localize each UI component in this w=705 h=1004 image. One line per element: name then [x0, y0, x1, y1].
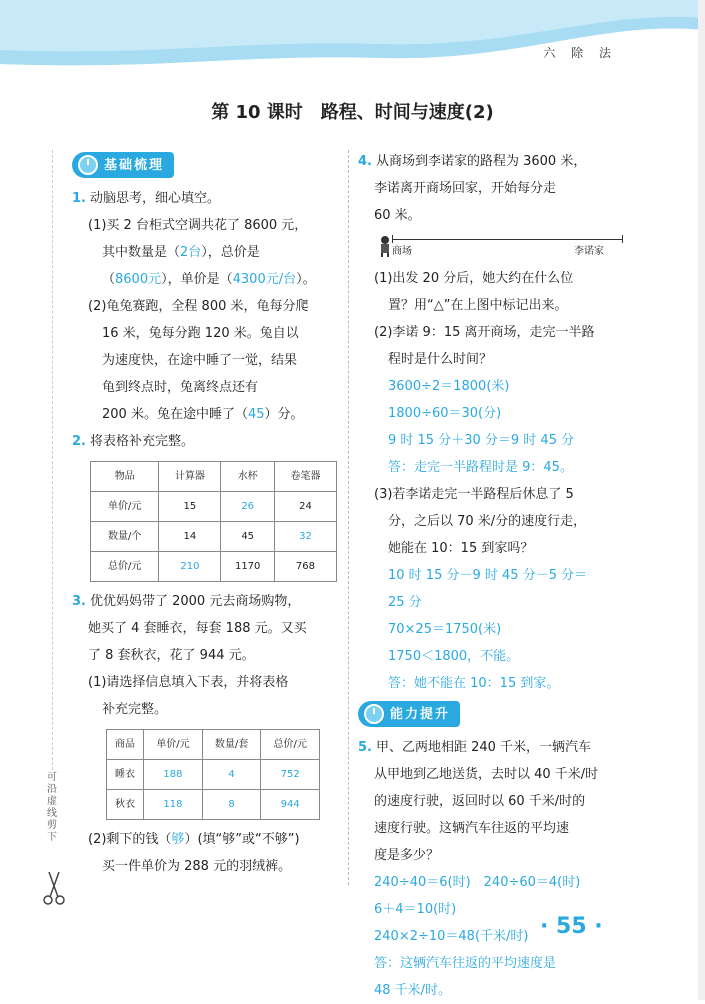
- question-3: 3. 优优妈妈带了 2000 元去商场购物， 她买了 4 套睡衣，每套 188 元。又买 了 8 套秋衣，花了 944 元。 (1)请选择信息填入下表，并将表格 补充完整。 商品 单价/元 数量/套 总价/元 睡衣 188 4 752 秋衣 118 8 944 (2)剩下的钱（够）(填“够”或“不够”) 买一件单价为 288 元的羽绒裤。: [72, 588, 344, 880]
- chapter-label: 六 除 法: [543, 46, 617, 60]
- page-edge: [698, 0, 705, 1000]
- answer-line: 6＋4＝10(时): [374, 902, 457, 917]
- scissors-icon: [42, 870, 66, 906]
- answer-line: 答：这辆汽车往返的平均速度是: [374, 956, 557, 971]
- route-diagram: [378, 231, 630, 265]
- girl-icon: [378, 235, 392, 257]
- question-1: 1. 动脑思考，细心填空。 (1)买 2 台柜式空调共花了 8600 元， 其中数量是（2台），总价是 （8600元），单价是（4300元/台）。 (2)龟兔赛跑，全程 800 米，龟每分爬 16 米，兔每分跑 120 米。兔自以 为速度快，在途中睡了一觉，结果 龟到终点时，兔离终点还有 200 米。兔在途中睡了（45）分。: [72, 191, 316, 422]
- question-4: 4. 从商场到李诺家的路程为 3600 米， 李诺离开商场回家，开始每分走 60 米。 商场 李诺家 (1)出发 20 分后，她大约在什么位 置？用“△”在上图中标记出来。 (2)李诺 9：15 离开商场，走完一半路 程时是什么时间？ 3600÷2＝1800(米) 1800÷60＝30(分) 9 时 15 分＋30 分＝9 时 45 分 答：走完一半路程时是 9：45。 (3)若李诺走完一半路程后休息了 5 分，之后以 70 米/分的速度行走， 她能在 10：15 到家吗？ 10 时 15 分－9 时 45 分－5 分＝ 25 分 70×25＝1750(米) 1750＜1800，不能。 答：她不能在 10：15 到家。: [358, 148, 630, 697]
- answer-line: 70×25＝1750(米): [388, 622, 502, 637]
- header-wave: [0, 0, 705, 80]
- right-column: [358, 148, 630, 1004]
- answer: 8600元: [115, 272, 162, 287]
- price-table: 物品 计算器 水杯 卷笔器 单价/元 15 26 24 数量/个 14 45 32 总价/元 210 1170 768: [90, 461, 337, 582]
- page-number: · 55 ·: [540, 914, 603, 939]
- answer-line: 9 时 15 分＋30 分＝9 时 45 分: [388, 433, 575, 448]
- answer: 够: [171, 832, 185, 847]
- answer-line: 1750＜1800，不能。: [388, 649, 520, 664]
- section-badge-advanced: 能力提升: [358, 701, 460, 727]
- question-5: 5. 甲、乙两地相距 240 千米，一辆汽车 从甲地到乙地送货，去时以 40 千米/时 的速度行驶，返回时以 60 千米/时的 速度行驶。这辆汽车往返的平均速 度是多少？ 240÷40＝6(时) 240÷60＝4(时) 6＋4＝10(时) 240×2÷10＝48(千米/时) 答：这辆汽车往返的平均速度是 48 千米/时。: [358, 734, 630, 1004]
- answer-line: 答：走完一半路程时是 9：45。: [388, 460, 573, 475]
- answer: 2台: [180, 245, 202, 260]
- answer-line: 10 时 15 分－9 时 45 分－5 分＝: [388, 568, 588, 583]
- question-2: 2. 将表格补充完整。 物品 计算器 水杯 卷笔器 单价/元 15 26 24 数量/个 14 45 32 总价/元 210 1170 768: [72, 428, 344, 582]
- cut-hint: 可沿虚线剪下: [47, 772, 57, 843]
- route-end-label: 李诺家: [574, 246, 604, 257]
- section-badge-basic: 基础梳理: [72, 152, 174, 178]
- left-column: [72, 148, 344, 880]
- clothes-table: 商品 单价/元 数量/套 总价/元 睡衣 188 4 752 秋衣 118 8 944: [106, 729, 320, 820]
- route-line: [392, 239, 622, 240]
- answer-line: 1800÷60＝30(分): [388, 406, 502, 421]
- answer: 4300元/台: [232, 272, 297, 287]
- answer-line: 240×2÷10＝48(千米/时): [374, 929, 529, 944]
- cut-line: [52, 150, 53, 770]
- answer-line: 48 千米/时。: [374, 983, 452, 998]
- clock-icon: [78, 155, 98, 175]
- column-divider: [348, 150, 349, 885]
- answer: 45: [247, 407, 265, 422]
- answer-line: 240÷40＝6(时) 240÷60＝4(时): [374, 875, 581, 890]
- answer-line: 3600÷2＝1800(米): [388, 379, 510, 394]
- clock-icon: [364, 704, 384, 724]
- answer-line: 答：她不能在 10：15 到家。: [388, 676, 560, 691]
- route-start-label: 商场: [392, 246, 412, 257]
- page-title: 第 10 课时 路程、时间与速度(2): [211, 102, 494, 123]
- answer-line: 25 分: [388, 595, 422, 610]
